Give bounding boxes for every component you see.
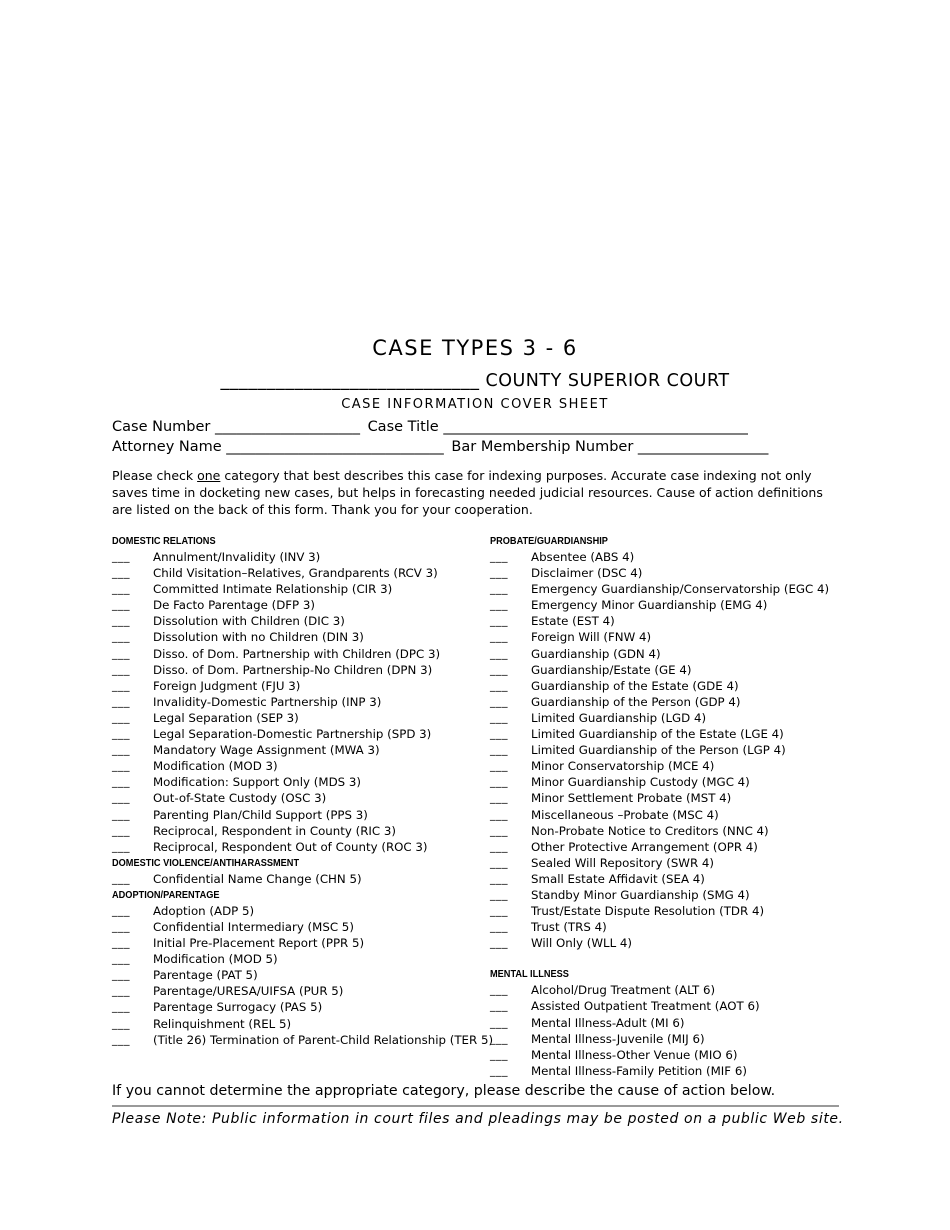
category-item bbox=[112, 839, 482, 855]
category-item bbox=[490, 613, 850, 629]
category-label: Sealed Will Repository (SWR 4) bbox=[531, 855, 715, 870]
check-blank[interactable]: ___ bbox=[112, 984, 130, 998]
category-label: Non-Probate Notice to Creditors (NNC 4) bbox=[531, 823, 769, 838]
category-label: Limited Guardianship of the Person (LGP 4) bbox=[531, 743, 786, 758]
category-item bbox=[490, 678, 850, 694]
section-heading: DOMESTIC VIOLENCE/ANTIHARASSMENT bbox=[112, 857, 300, 869]
category-label: Guardianship of the Person (GDP 4) bbox=[531, 694, 741, 709]
check-blank[interactable]: ___ bbox=[112, 839, 130, 853]
category-label: Trust (TRS 4) bbox=[531, 920, 607, 935]
category-item bbox=[112, 629, 482, 645]
category-item bbox=[112, 678, 482, 694]
category-label: Mandatory Wage Assignment (MWA 3) bbox=[153, 743, 380, 758]
category-label: Minor Settlement Probate (MST 4) bbox=[531, 791, 732, 806]
category-label: Foreign Judgment (FJU 3) bbox=[153, 678, 301, 693]
check-blank[interactable]: ___ bbox=[490, 999, 508, 1013]
check-blank[interactable]: ___ bbox=[112, 598, 130, 612]
category-label: Disso. of Dom. Partnership-No Children (DPN 3) bbox=[153, 662, 433, 677]
check-blank[interactable]: ___ bbox=[112, 903, 130, 917]
check-blank[interactable]: ___ bbox=[490, 1031, 508, 1045]
category-item bbox=[112, 694, 482, 710]
category-label: Mental Illness-Family Petition (MIF 6) bbox=[531, 1063, 747, 1078]
check-blank[interactable]: ___ bbox=[490, 775, 508, 789]
category-label: Minor Conservatorship (MCE 4) bbox=[531, 759, 715, 774]
check-blank[interactable]: ___ bbox=[112, 775, 130, 789]
category-label: Absentee (ABS 4) bbox=[531, 550, 635, 564]
check-blank[interactable]: ___ bbox=[112, 582, 130, 596]
check-blank[interactable]: ___ bbox=[112, 630, 130, 644]
category-item bbox=[490, 710, 850, 726]
category-label: Other Protective Arrangement (OPR 4) bbox=[531, 839, 758, 854]
category-item bbox=[490, 646, 850, 662]
category-label: (Title 26) Termination of Parent-Child Relationship (TER 5) bbox=[153, 1032, 494, 1047]
check-blank[interactable]: ___ bbox=[490, 759, 508, 773]
category-label: Out-of-State Custody (OSC 3) bbox=[153, 791, 327, 806]
check-blank[interactable]: ___ bbox=[112, 1016, 130, 1030]
category-item bbox=[490, 581, 850, 597]
category-item bbox=[112, 935, 482, 951]
category-label: Legal Separation (SEP 3) bbox=[153, 710, 299, 725]
category-item bbox=[112, 549, 482, 565]
category-label: Alcohol/Drug Treatment (ALT 6) bbox=[531, 983, 716, 998]
category-item bbox=[490, 839, 850, 855]
category-label: Minor Guardianship Custody (MGC 4) bbox=[531, 775, 750, 790]
category-item bbox=[490, 694, 850, 710]
category-label: Adoption (ADP 5) bbox=[153, 903, 255, 918]
underlined-word: one bbox=[197, 468, 221, 483]
category-label: Parenting Plan/Child Support (PPS 3) bbox=[153, 807, 368, 822]
category-item bbox=[490, 887, 850, 903]
category-item bbox=[490, 549, 850, 565]
category-item bbox=[112, 613, 482, 629]
check-blank[interactable]: ___ bbox=[112, 952, 130, 966]
category-label: Legal Separation-Domestic Partnership (SPD 3) bbox=[153, 727, 432, 742]
check-blank[interactable]: ___ bbox=[490, 887, 508, 901]
category-label: Guardianship (GDN 4) bbox=[531, 646, 661, 661]
check-blank[interactable]: ___ bbox=[112, 936, 130, 950]
category-item bbox=[112, 790, 482, 806]
category-label: Mental Illness-Adult (MI 6) bbox=[531, 1015, 685, 1030]
category-item bbox=[112, 662, 482, 678]
instructions-paragraph: Please check one category that best describes this case for indexing purposes. Accurate case indexing not only saves time in docketing new cases, but helps in forecasting needed judicial resources. Cause of action definitions are listed on the back of this form. Thank you for your cooperation. bbox=[112, 468, 823, 517]
public-notice: Please Note: Public information in court files and pleadings may be posted on a public Web site. bbox=[112, 1111, 844, 1127]
category-label: Confidential Name Change (CHN 5) bbox=[153, 871, 362, 886]
category-label: Initial Pre-Placement Report (PPR 5) bbox=[153, 936, 365, 951]
category-item bbox=[112, 581, 482, 597]
check-blank[interactable]: ___ bbox=[112, 678, 130, 692]
category-item bbox=[112, 774, 482, 790]
category-item bbox=[112, 565, 482, 581]
category-item bbox=[112, 1032, 494, 1048]
case-number-field[interactable]: Case Number ____________________ bbox=[112, 419, 360, 435]
category-label: Modification: Support Only (MDS 3) bbox=[153, 775, 361, 790]
court-name-line: ____________________________ COUNTY SUPERIOR COURT bbox=[220, 371, 730, 391]
category-label: Standby Minor Guardianship (SMG 4) bbox=[531, 887, 750, 902]
category-item bbox=[490, 758, 850, 774]
check-blank[interactable]: ___ bbox=[490, 710, 508, 724]
category-item bbox=[112, 646, 482, 662]
check-blank[interactable]: ___ bbox=[112, 919, 130, 933]
category-item bbox=[112, 823, 482, 839]
category-item bbox=[490, 1047, 850, 1063]
check-blank[interactable]: ___ bbox=[490, 1015, 508, 1029]
category-label: Parentage/URESA/UIFSA (PUR 5) bbox=[153, 984, 344, 999]
check-blank[interactable]: ___ bbox=[490, 566, 508, 580]
category-item bbox=[490, 1015, 850, 1031]
check-blank[interactable]: ___ bbox=[490, 614, 508, 628]
check-blank[interactable]: ___ bbox=[490, 871, 508, 885]
section-domestic-relations bbox=[112, 535, 482, 855]
category-label: Relinquishment (REL 5) bbox=[153, 1016, 292, 1031]
check-blank[interactable]: ___ bbox=[490, 1063, 508, 1077]
category-label: Child Visitation–Relatives, Grandparents (RCV 3) bbox=[153, 566, 438, 581]
check-blank[interactable]: ___ bbox=[490, 823, 508, 837]
category-label: Mental Illness-Other Venue (MIO 6) bbox=[531, 1047, 738, 1062]
category-item bbox=[490, 662, 850, 678]
category-label: Mental Illness-Juvenile (MIJ 6) bbox=[531, 1031, 705, 1046]
category-item bbox=[490, 1063, 850, 1079]
check-blank[interactable]: ___ bbox=[490, 598, 508, 612]
check-blank[interactable]: ___ bbox=[490, 582, 508, 596]
category-label: Disso. of Dom. Partnership with Children (DPC 3) bbox=[153, 646, 441, 661]
category-label: Foreign Will (FNW 4) bbox=[531, 630, 652, 645]
category-item bbox=[490, 855, 850, 871]
footer-divider bbox=[112, 1105, 839, 1107]
category-item bbox=[490, 871, 850, 887]
category-label: Dissolution with Children (DIC 3) bbox=[153, 614, 345, 629]
category-label: Limited Guardianship of the Estate (LGE 4) bbox=[531, 727, 784, 742]
section-probate-guardianship bbox=[490, 535, 850, 951]
category-label: Emergency Guardianship/Conservatorship (EGC 4) bbox=[531, 582, 830, 597]
check-blank[interactable]: ___ bbox=[490, 855, 508, 869]
check-blank[interactable]: ___ bbox=[112, 550, 130, 563]
category-label: De Facto Parentage (DFP 3) bbox=[153, 598, 316, 613]
category-item bbox=[112, 919, 482, 935]
category-label: Parentage (PAT 5) bbox=[153, 968, 258, 983]
category-item bbox=[490, 998, 850, 1014]
footer-instruction: If you cannot determine the appropriate category, please describe the cause of action below. bbox=[112, 1083, 776, 1099]
check-blank[interactable]: ___ bbox=[490, 694, 508, 708]
category-item bbox=[112, 999, 482, 1015]
check-blank[interactable]: ___ bbox=[112, 694, 130, 708]
category-item bbox=[490, 982, 850, 998]
category-label: Parentage Surrogacy (PAS 5) bbox=[153, 1000, 323, 1015]
category-label: Invalidity-Domestic Partnership (INP 3) bbox=[153, 694, 382, 709]
category-item bbox=[112, 742, 482, 758]
check-blank[interactable]: ___ bbox=[490, 936, 508, 950]
category-item bbox=[490, 823, 850, 839]
section-adoption-parentage bbox=[112, 889, 494, 1048]
category-item bbox=[112, 758, 482, 774]
left-column bbox=[112, 533, 494, 1048]
check-blank[interactable]: ___ bbox=[112, 710, 130, 724]
category-label: Will Only (WLL 4) bbox=[531, 936, 633, 951]
check-blank[interactable]: ___ bbox=[490, 727, 508, 741]
check-blank[interactable]: ___ bbox=[112, 614, 130, 628]
section-heading: DOMESTIC RELATIONS bbox=[112, 536, 216, 547]
category-label: Miscellaneous –Probate (MSC 4) bbox=[531, 807, 719, 822]
check-blank[interactable]: ___ bbox=[490, 904, 508, 918]
case-info-line-2 bbox=[112, 439, 768, 455]
check-blank[interactable]: ___ bbox=[490, 807, 508, 821]
check-blank[interactable]: ___ bbox=[490, 791, 508, 805]
category-item bbox=[490, 903, 850, 919]
category-item bbox=[490, 629, 850, 645]
bar-number-field[interactable]: Bar Membership Number __________________ bbox=[451, 439, 769, 455]
check-blank[interactable]: ___ bbox=[112, 662, 130, 676]
check-blank[interactable]: ___ bbox=[112, 727, 130, 741]
category-item bbox=[112, 710, 482, 726]
category-item bbox=[490, 935, 850, 951]
category-label: Guardianship of the Estate (GDE 4) bbox=[531, 678, 739, 693]
category-label: Limited Guardianship (LGD 4) bbox=[531, 710, 707, 725]
check-blank[interactable]: ___ bbox=[112, 807, 130, 821]
category-label: Modification (MOD 3) bbox=[153, 759, 278, 774]
section-heading: PROBATE/GUARDIANSHIP bbox=[490, 536, 608, 547]
category-label: Reciprocal, Respondent in County (RIC 3) bbox=[153, 823, 396, 838]
category-item bbox=[112, 903, 482, 919]
check-blank[interactable]: ___ bbox=[490, 920, 508, 934]
category-item bbox=[490, 790, 850, 806]
category-item bbox=[112, 967, 482, 983]
section-domestic-violence bbox=[112, 857, 482, 887]
check-blank[interactable]: ___ bbox=[490, 743, 508, 757]
check-blank[interactable]: ___ bbox=[112, 759, 130, 773]
section-mental-illness bbox=[490, 968, 850, 1079]
category-item bbox=[112, 597, 482, 613]
category-item bbox=[112, 871, 482, 887]
category-label: Committed Intimate Relationship (CIR 3) bbox=[153, 582, 393, 597]
check-blank[interactable]: ___ bbox=[490, 662, 508, 676]
category-label: Small Estate Affidavit (SEA 4) bbox=[531, 871, 705, 886]
right-column bbox=[490, 533, 850, 1079]
form-subtitle: CASE INFORMATION COVER SHEET bbox=[341, 397, 609, 412]
category-item bbox=[112, 807, 482, 823]
check-blank[interactable]: ___ bbox=[112, 791, 130, 805]
category-item bbox=[490, 597, 850, 613]
category-item bbox=[490, 726, 850, 742]
category-label: Assisted Outpatient Treatment (AOT 6) bbox=[531, 999, 760, 1014]
category-label: Dissolution with no Children (DIN 3) bbox=[153, 630, 364, 645]
category-label: Emergency Minor Guardianship (EMG 4) bbox=[531, 598, 768, 613]
category-item bbox=[490, 774, 850, 790]
check-blank[interactable]: ___ bbox=[490, 630, 508, 644]
check-blank[interactable]: ___ bbox=[112, 871, 130, 885]
check-blank[interactable]: ___ bbox=[490, 1047, 508, 1061]
section-heading: MENTAL ILLNESS bbox=[490, 969, 569, 981]
category-label: Reciprocal, Respondent Out of County (ROC 3) bbox=[153, 839, 428, 854]
category-item bbox=[490, 565, 850, 581]
check-blank[interactable]: ___ bbox=[490, 983, 508, 997]
category-label: Confidential Intermediary (MSC 5) bbox=[153, 919, 354, 934]
category-item bbox=[490, 807, 850, 823]
check-blank[interactable]: ___ bbox=[112, 968, 130, 982]
check-blank[interactable]: ___ bbox=[112, 646, 130, 660]
attorney-name-field[interactable]: Attorney Name ______________________________ bbox=[112, 439, 444, 455]
category-label: Guardianship/Estate (GE 4) bbox=[531, 662, 692, 677]
category-label: Trust/Estate Dispute Resolution (TDR 4) bbox=[531, 904, 765, 919]
category-item bbox=[490, 1031, 850, 1047]
check-blank[interactable]: ___ bbox=[490, 678, 508, 692]
check-blank[interactable]: ___ bbox=[490, 839, 508, 853]
category-item bbox=[112, 726, 482, 742]
section-heading: ADOPTION/PARENTAGE bbox=[112, 889, 220, 901]
category-item bbox=[112, 983, 482, 999]
check-blank[interactable]: ___ bbox=[112, 743, 130, 757]
check-blank[interactable]: ___ bbox=[490, 550, 508, 563]
check-blank[interactable]: ___ bbox=[112, 1000, 130, 1014]
form-title: CASE TYPES 3 - 6 bbox=[372, 336, 578, 360]
category-label: Modification (MOD 5) bbox=[153, 952, 278, 967]
category-item bbox=[112, 1016, 482, 1032]
category-label: Estate (EST 4) bbox=[531, 614, 615, 629]
category-item bbox=[112, 951, 482, 967]
check-blank[interactable]: ___ bbox=[112, 566, 130, 580]
category-item bbox=[490, 742, 850, 758]
case-title-field[interactable]: Case Title __________________________________________ bbox=[367, 419, 748, 435]
check-blank[interactable]: ___ bbox=[490, 646, 508, 660]
category-label: Disclaimer (DSC 4) bbox=[531, 566, 643, 581]
check-blank[interactable]: ___ bbox=[112, 1032, 130, 1046]
case-info-line-1 bbox=[112, 419, 748, 435]
category-label: Annulment/Invalidity (INV 3) bbox=[153, 550, 321, 564]
check-blank[interactable]: ___ bbox=[112, 823, 130, 837]
category-item bbox=[490, 919, 850, 935]
